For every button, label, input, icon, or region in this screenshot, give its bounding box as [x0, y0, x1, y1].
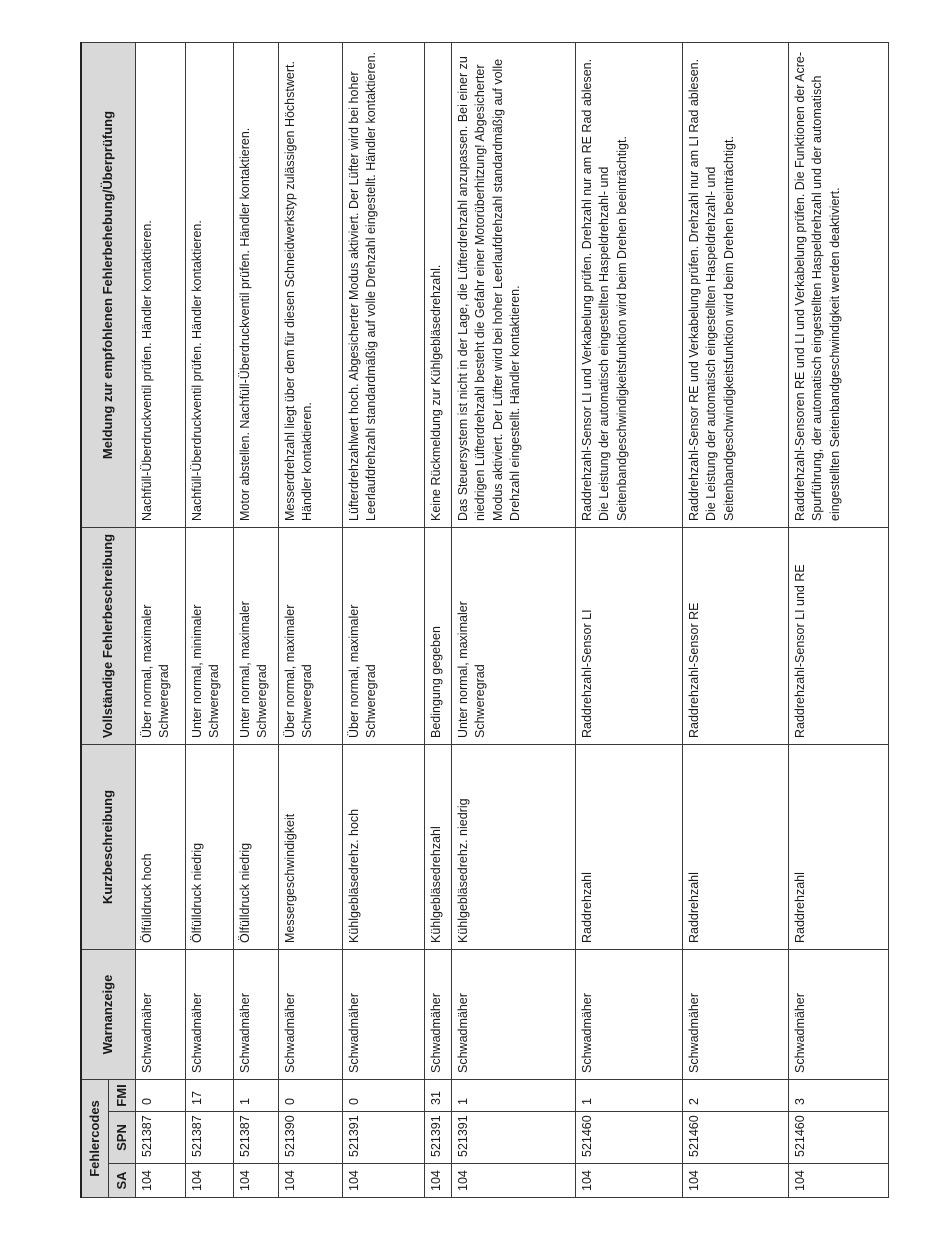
header-warnanzeige: Warnanzeige	[81, 950, 136, 1080]
table-row	[576, 43, 683, 1198]
table-row	[279, 43, 343, 1198]
cell-vollstaendige: Unter normal, maximaler Schweregrad	[452, 528, 576, 745]
cell-spn: 521387	[136, 1112, 186, 1164]
header-row-1	[81, 43, 109, 1198]
cell-kurzbeschreibung: Raddrehzahl	[576, 745, 683, 950]
cell-meldung: Lüfterdrehzahlwert hoch. Abgesicherter Modus aktiviert. Der Lüfter wird bei hoher Leerlaufdrehzahl standardmäßig auf volle Drehzahl eingestellt. Händler kontaktieren.	[343, 43, 425, 528]
cell-spn: 521460	[683, 1112, 789, 1164]
cell-kurzbeschreibung: Messergeschwindigkeit	[279, 745, 343, 950]
header-spn: SPN	[109, 1112, 136, 1164]
cell-vollstaendige: Unter normal, minimaler Schweregrad	[186, 528, 234, 745]
cell-meldung: Nachfüll-Überdruckventil prüfen. Händler kontaktieren.	[186, 43, 234, 528]
cell-sa: 104	[136, 1164, 186, 1198]
cell-meldung: Raddrehzahl-Sensor RE und Verkabelung prüfen. Drehzahl nur am LI Rad ablesen. Die Leistung der automatisch eingestellten Haspeldrehzahl- und Seitenbandgeschwindigkeitsfunktion wird beim Drehen beeinträchtigt.	[683, 43, 789, 528]
cell-sa: 104	[186, 1164, 234, 1198]
table-row	[425, 43, 452, 1198]
header-sa: SA	[109, 1164, 136, 1198]
cell-warnanzeige: Schwadmäher	[683, 950, 789, 1080]
cell-vollstaendige: Raddrehzahl-Sensor LI und RE	[789, 528, 889, 745]
cell-warnanzeige: Schwadmäher	[343, 950, 425, 1080]
table-row	[683, 43, 789, 1198]
cell-spn: 521387	[186, 1112, 234, 1164]
cell-fmi: 3	[789, 1080, 889, 1112]
cell-meldung: Motor abstellen. Nachfüll-Überdruckventil prüfen. Händler kontaktieren.	[234, 43, 279, 528]
cell-spn: 521391	[343, 1112, 425, 1164]
cell-vollstaendige: Über normal, maximaler Schweregrad	[279, 528, 343, 745]
header-kurzbeschreibung: Kurzbeschreibung	[81, 745, 136, 950]
header-fehlercodes: Fehlercodes	[81, 1080, 109, 1198]
header-fmi: FMI	[109, 1080, 136, 1112]
cell-sa: 104	[234, 1164, 279, 1198]
cell-vollstaendige: Über normal, maximaler Schweregrad	[343, 528, 425, 745]
cell-meldung: Messerdrehzahl liegt über dem für diesen Schneidwerkstyp zulässigen Höchstwert. Händler kontaktieren.	[279, 43, 343, 528]
cell-fmi: 2	[683, 1080, 789, 1112]
table-row	[789, 43, 889, 1198]
cell-spn: 521460	[576, 1112, 683, 1164]
cell-kurzbeschreibung: Kühlgebläsedrehz. niedrig	[452, 745, 576, 950]
cell-sa: 104	[789, 1164, 889, 1198]
cell-meldung: Raddrehzahl-Sensor LI und Verkabelung prüfen. Drehzahl nur am RE Rad ablesen. Die Leistung der automatisch eingestellten Haspeldrehzahl- und Seitenbandgeschwindigkeitsfunktion wird beim Drehen beeinträchtigt.	[576, 43, 683, 528]
table-body	[136, 43, 889, 1198]
rotated-page	[80, 43, 888, 1198]
cell-fmi: 31	[425, 1080, 452, 1112]
cell-warnanzeige: Schwadmäher	[186, 950, 234, 1080]
cell-meldung: Keine Rückmeldung zur Kühlgebläsedrehzahl.	[425, 43, 452, 528]
cell-vollstaendige: Raddrehzahl-Sensor RE	[683, 528, 789, 745]
cell-fmi: 0	[343, 1080, 425, 1112]
cell-kurzbeschreibung: Ölfülldruck niedrig	[186, 745, 234, 950]
table-row	[452, 43, 576, 1198]
cell-kurzbeschreibung: Kühlgebläsedrehzahl	[425, 745, 452, 950]
cell-warnanzeige: Schwadmäher	[234, 950, 279, 1080]
cell-kurzbeschreibung: Kühlgebläsedrehz. hoch	[343, 745, 425, 950]
cell-spn: 521390	[279, 1112, 343, 1164]
cell-kurzbeschreibung: Raddrehzahl	[789, 745, 889, 950]
cell-fmi: 17	[186, 1080, 234, 1112]
cell-vollstaendige: Über normal, maximaler Schweregrad	[136, 528, 186, 745]
cell-spn: 521387	[234, 1112, 279, 1164]
table-row	[186, 43, 234, 1198]
cell-fmi: 0	[136, 1080, 186, 1112]
header-meldung: Meldung zur empfohlenen Fehlerbehebung/Überprüfung	[81, 43, 136, 528]
cell-meldung: Das Steuersystem ist nicht in der Lage, die Lüfterdrehzahl anzupassen. Bei einer zu niedrigen Lüfterdrehzahl besteht die Gefahr einer Motorüberhitzung! Abgesicherter Modus aktiviert. Der Lüfter wird bei hoher Leerlaufdrehzahl standardmäßig auf volle Drehzahl eingestellt. Händler kontaktieren.	[452, 43, 576, 528]
cell-fmi: 0	[279, 1080, 343, 1112]
cell-warnanzeige: Schwadmäher	[279, 950, 343, 1080]
table-row	[343, 43, 425, 1198]
cell-warnanzeige: Schwadmäher	[576, 950, 683, 1080]
cell-sa: 104	[425, 1164, 452, 1198]
fault-code-table	[80, 42, 889, 1198]
cell-spn: 521391	[452, 1112, 576, 1164]
cell-fmi: 1	[576, 1080, 683, 1112]
table-row	[136, 43, 186, 1198]
cell-warnanzeige: Schwadmäher	[452, 950, 576, 1080]
cell-warnanzeige: Schwadmäher	[136, 950, 186, 1080]
cell-vollstaendige: Bedingung gegeben	[425, 528, 452, 745]
header-vollstaendige: Vollständige Fehlerbeschreibung	[81, 528, 136, 745]
cell-sa: 104	[452, 1164, 576, 1198]
cell-sa: 104	[279, 1164, 343, 1198]
cell-sa: 104	[576, 1164, 683, 1198]
cell-warnanzeige: Schwadmäher	[425, 950, 452, 1080]
cell-spn: 521391	[425, 1112, 452, 1164]
cell-spn: 521460	[789, 1112, 889, 1164]
cell-fmi: 1	[452, 1080, 576, 1112]
cell-meldung: Nachfüll-Überdruckventil prüfen. Händler kontaktieren.	[136, 43, 186, 528]
cell-meldung: Raddrehzahl-Sensoren RE und LI und Verkabelung prüfen. Die Funktionen der Acre-Spurführung, der automatisch eingestellten Haspeldrehzahl und der automatisch eingestellten Seitenbandgeschwindigkeit werden deaktiviert.	[789, 43, 889, 528]
cell-kurzbeschreibung: Ölfülldruck hoch	[136, 745, 186, 950]
cell-sa: 104	[683, 1164, 789, 1198]
cell-kurzbeschreibung: Ölfülldruck niedrig	[234, 745, 279, 950]
cell-warnanzeige: Schwadmäher	[789, 950, 889, 1080]
cell-sa: 104	[343, 1164, 425, 1198]
cell-vollstaendige: Raddrehzahl-Sensor LI	[576, 528, 683, 745]
cell-vollstaendige: Unter normal, maximaler Schweregrad	[234, 528, 279, 745]
table-row	[234, 43, 279, 1198]
cell-fmi: 1	[234, 1080, 279, 1112]
cell-kurzbeschreibung: Raddrehzahl	[683, 745, 789, 950]
